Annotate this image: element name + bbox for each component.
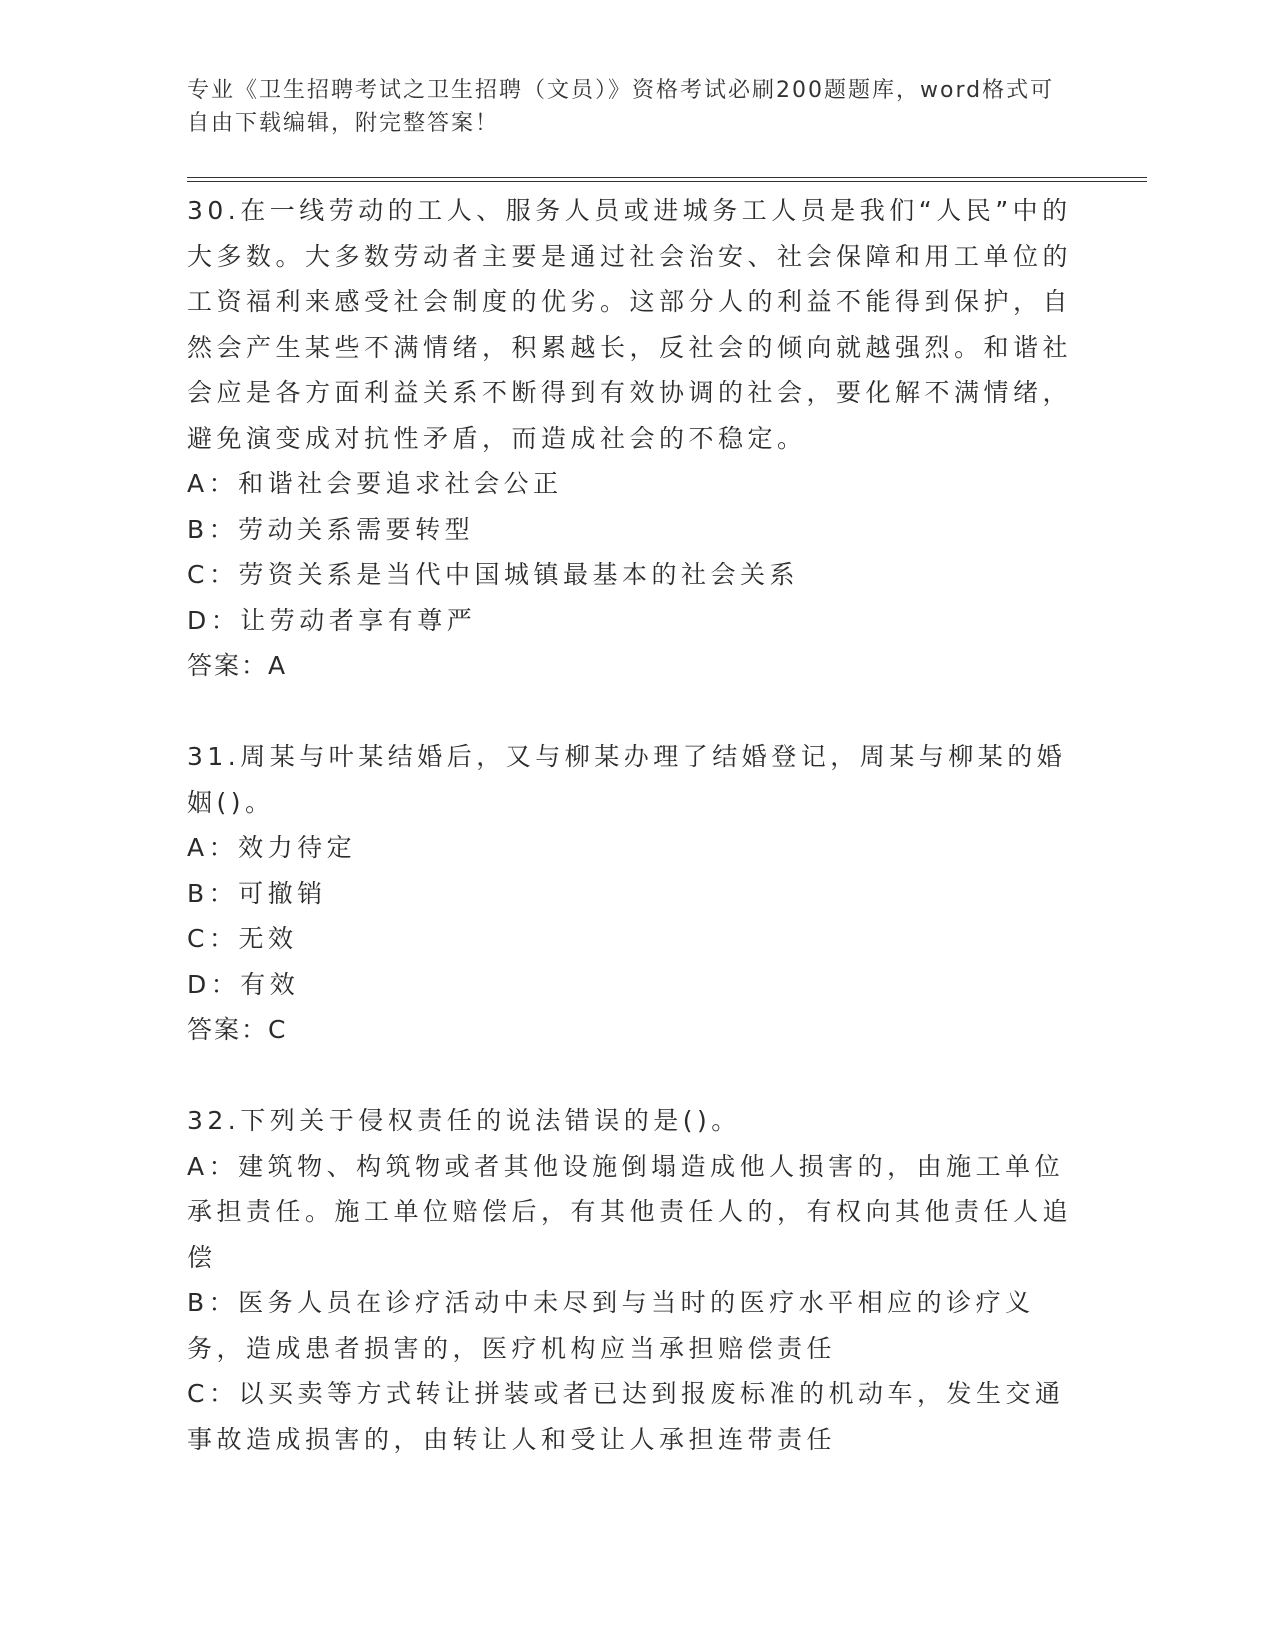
question-32	[187, 1098, 1072, 1462]
answer-line: 答案：A	[187, 651, 288, 680]
option-c: C：无效	[187, 924, 298, 953]
question-stem: 32.下列关于侵权责任的说法错误的是()。	[187, 1106, 741, 1135]
option-c: C：劳资关系是当代中国城镇最基本的社会关系	[187, 560, 799, 589]
option-a: A：建筑物、构筑物或者其他设施倒塌造成他人损害的，由施工单位承担责任。施工单位赔偿后，有其他责任人的，有权向其他责任人追偿	[187, 1151, 1073, 1272]
question-31	[187, 734, 1072, 1053]
option-b: B：劳动关系需要转型	[187, 514, 475, 544]
question-spacer	[187, 689, 1072, 735]
question-stem: 31.周某与叶某结婚后，又与柳某办理了结婚登记，周某与柳某的婚姻()。	[187, 742, 1067, 817]
page-header: 专业《卫生招聘考试之卫生招聘（文员）》资格考试必刷200题题库，word格式可自由下载编辑，附完整答案！	[187, 78, 1055, 136]
question-stem: 30.在一线劳动的工人、服务人员或进城务工人员是我们“人民”中的大多数。大多数劳动者主要是通过社会治安、社会保障和用工单位的工资福利来感受社会制度的优劣。这部分人的利益不能得到保护，自然会产生某些不满情绪，积累越长，反社会的倾向就越强烈。和谐社会应是各方面利益关系不断得到有效协调的社会，要化解不满情绪，避免演变成对抗性矛盾，而造成社会的不稳定。	[187, 196, 1073, 453]
header-divider	[187, 177, 1147, 182]
option-b: B：可撤销	[187, 878, 327, 908]
question-list	[187, 188, 1072, 1462]
answer-line: 答案：C	[187, 1015, 288, 1044]
option-d: D：有效	[187, 969, 300, 999]
option-a: A：效力待定	[187, 833, 357, 862]
option-c: C：以买卖等方式转让拼装或者已达到报废标准的机动车，发生交通事故造成损害的，由转让人和受让人承担连带责任	[187, 1379, 1065, 1454]
question-spacer	[187, 1053, 1072, 1099]
option-d: D：让劳动者享有尊严	[187, 605, 477, 635]
option-a: A：和谐社会要追求社会公正	[187, 469, 563, 498]
question-30	[187, 188, 1072, 689]
option-b: B：医务人员在诊疗活动中未尽到与当时的医疗水平相应的诊疗义务，造成患者损害的，医疗机构应当承担赔偿责任	[187, 1288, 1035, 1363]
